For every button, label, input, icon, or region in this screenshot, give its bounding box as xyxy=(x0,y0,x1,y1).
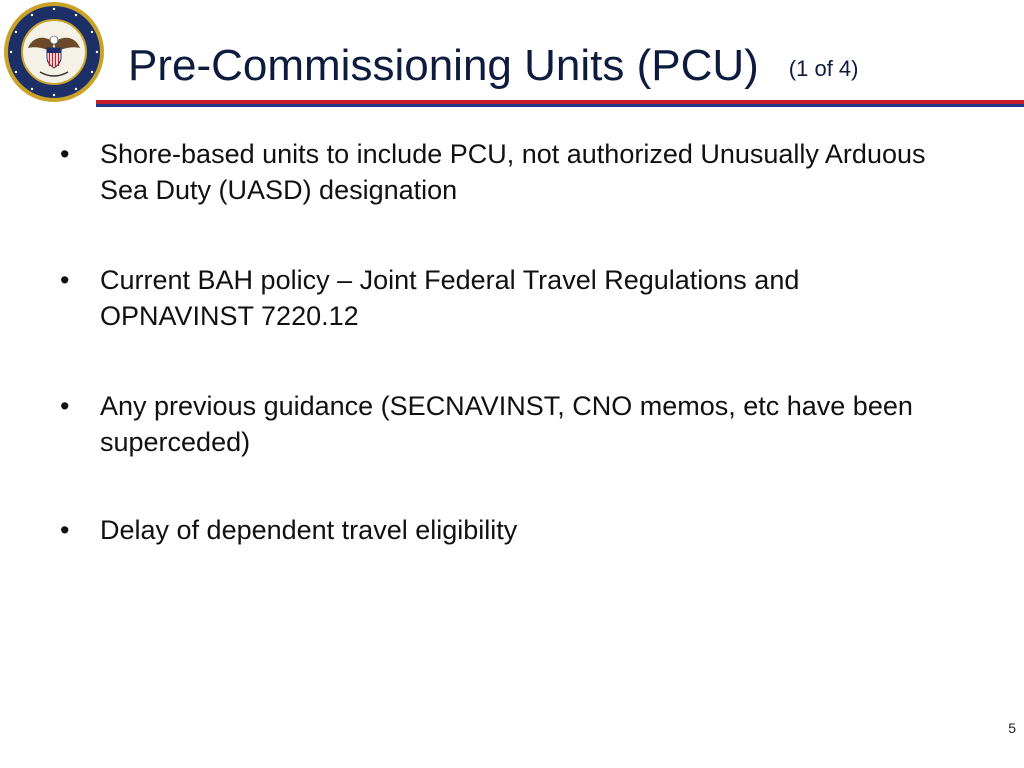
bullet-item xyxy=(60,136,960,208)
bullet-icon: • xyxy=(60,515,70,545)
bullet-item xyxy=(60,262,960,334)
bullet-icon: • xyxy=(60,139,70,169)
bullet-text: Shore-based units to include PCU, not authorized Unusually Arduous Sea Duty (UASD) designation xyxy=(100,139,926,205)
title-rule-blue xyxy=(96,104,1024,107)
title-page-count: (1 of 4) xyxy=(788,56,859,81)
navy-seal-icon xyxy=(2,0,106,104)
bullet-item xyxy=(60,512,960,548)
page-number: 5 xyxy=(1008,720,1016,736)
bullet-text: Delay of dependent travel eligibility xyxy=(100,515,518,545)
bullet-item xyxy=(60,388,960,460)
title-text: Pre-Commissioning Units (PCU) xyxy=(128,41,759,90)
page-title xyxy=(128,40,858,95)
bullet-text: Any previous guidance (SECNAVINST, CNO memos, etc have been superceded) xyxy=(100,391,913,457)
bullet-text: Current BAH policy – Joint Federal Travel Regulations and OPNAVINST 7220.12 xyxy=(100,265,800,331)
bullet-list xyxy=(60,136,960,602)
bullet-icon: • xyxy=(60,391,70,421)
bullet-icon: • xyxy=(60,265,70,295)
